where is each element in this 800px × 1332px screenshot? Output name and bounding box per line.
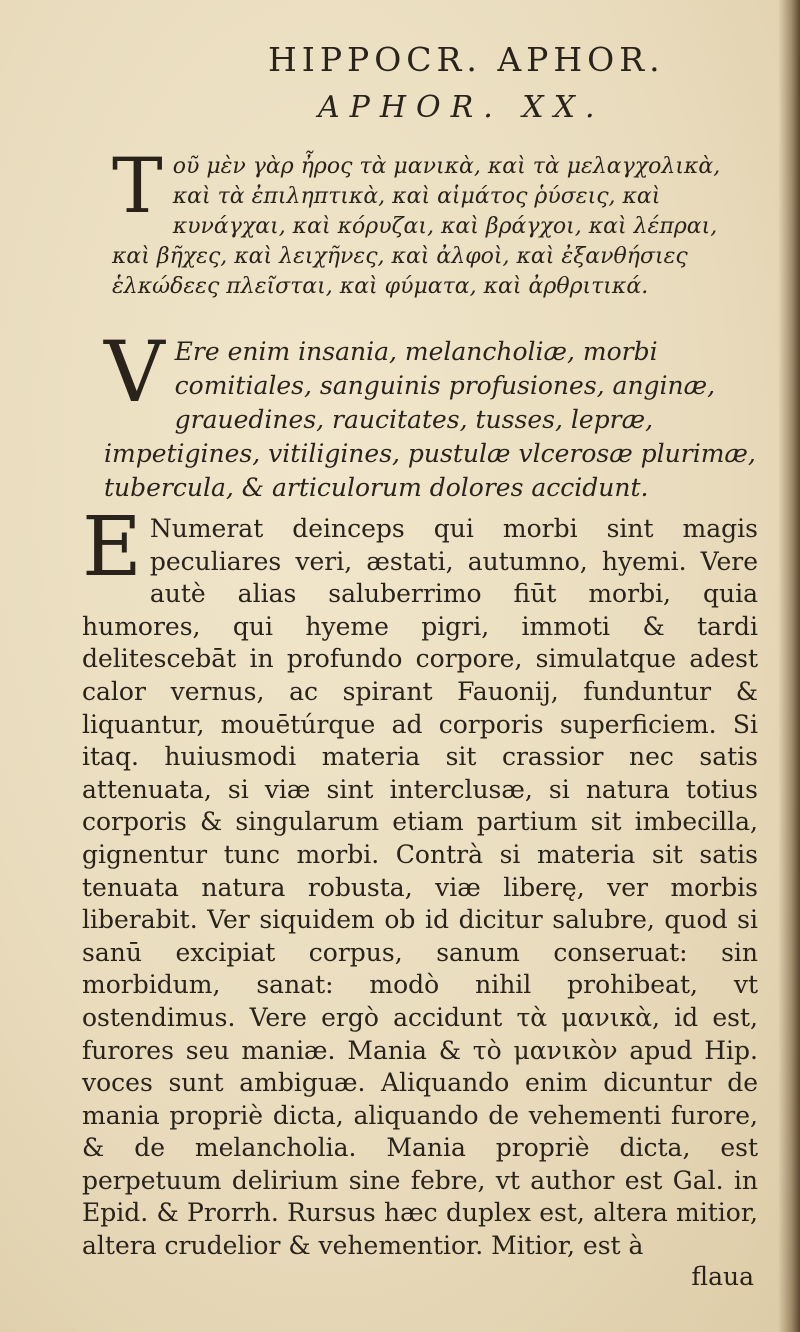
latin-translation-body: Ere enim insania, melancholiæ, morbi comitiales, sanguinis profusiones, anginæ, grauedines, raucitates, tusses, lepræ, impetigines, vitiligines, pustulæ vlcerosæ plurimæ, tubercula, & articulorum dolores accidunt. bbox=[104, 337, 756, 502]
commentary-text bbox=[82, 500, 758, 1263]
page-gutter-shadow bbox=[778, 0, 800, 1332]
latin-drop-cap: V bbox=[104, 323, 165, 421]
running-head: HIPPOCR. APHOR. bbox=[268, 40, 665, 79]
catchword: flaua bbox=[691, 1262, 754, 1291]
greek-drop-cap: T bbox=[112, 141, 163, 230]
greek-body: οῦ μὲν γὰρ ἦρος τὰ μανικὰ, καὶ τὰ μελαγχολικὰ, καὶ τὰ ἐπιληπτικὰ, καὶ αἱμάτος ῥύσεις, καὶ κυνάγχαι, καὶ κόρυζαι, καὶ βράγχοι, καὶ λέπραι, καὶ βῆχες, καὶ λειχῆνες, καὶ ἀλφοὶ, καὶ ἐξανθήσιες ἑλκώδεες πλεῖσται, καὶ φύματα, καὶ ἀρθριτικά. bbox=[112, 154, 721, 299]
greek-aphorism-text bbox=[112, 141, 752, 302]
commentary-body: Numerat deinceps qui morbi sint magis peculiares veri, æstati, autumno, hyemi. Vere autè alias saluberrimo fiūt morbi, quia humores, qui hyeme pigri, immoti & tardi delitescebāt in profundo corpore, simulatque adest calor vernus, ac spirant Fauonij, funduntur & liquantur, mouētúrque ad corporis superficiem. Si itaq. huiusmodi materia sit crassior nec satis attenuata, si viæ sint interclusæ, si natura totius corporis & singularum etiam partium sit imbecilla, gignentur tunc morbi. Contrà si materia sit satis tenuata natura robusta, viæ liberę, ver morbis liberabit. Ver siquidem ob id dicitur salubre, quod si sanū excipiat corpus, sanum conseruat: sin morbidum, sanat: modò nihil prohibeat, vt ostendimus. Vere ergò accidunt τὰ μανικὰ, id est, furores seu maniæ. Mania & τὸ μανικὸν apud Hip. voces sunt ambiguæ. Aliquando enim dicuntur de mania propriè dicta, aliquando de vehementi furore, & de melancholia. Mania propriè dicta, est perpetuum delirium sine febre, vt author est Gal. in Epid. & Prorrh. Rursus hæc duplex est, altera mitior, altera crudelior & vehementior. Mitior, est à bbox=[82, 514, 758, 1261]
aphorism-heading: APHOR. XX. bbox=[318, 90, 605, 125]
commentary-drop-cap: E bbox=[82, 500, 142, 595]
latin-translation-text bbox=[104, 323, 764, 505]
